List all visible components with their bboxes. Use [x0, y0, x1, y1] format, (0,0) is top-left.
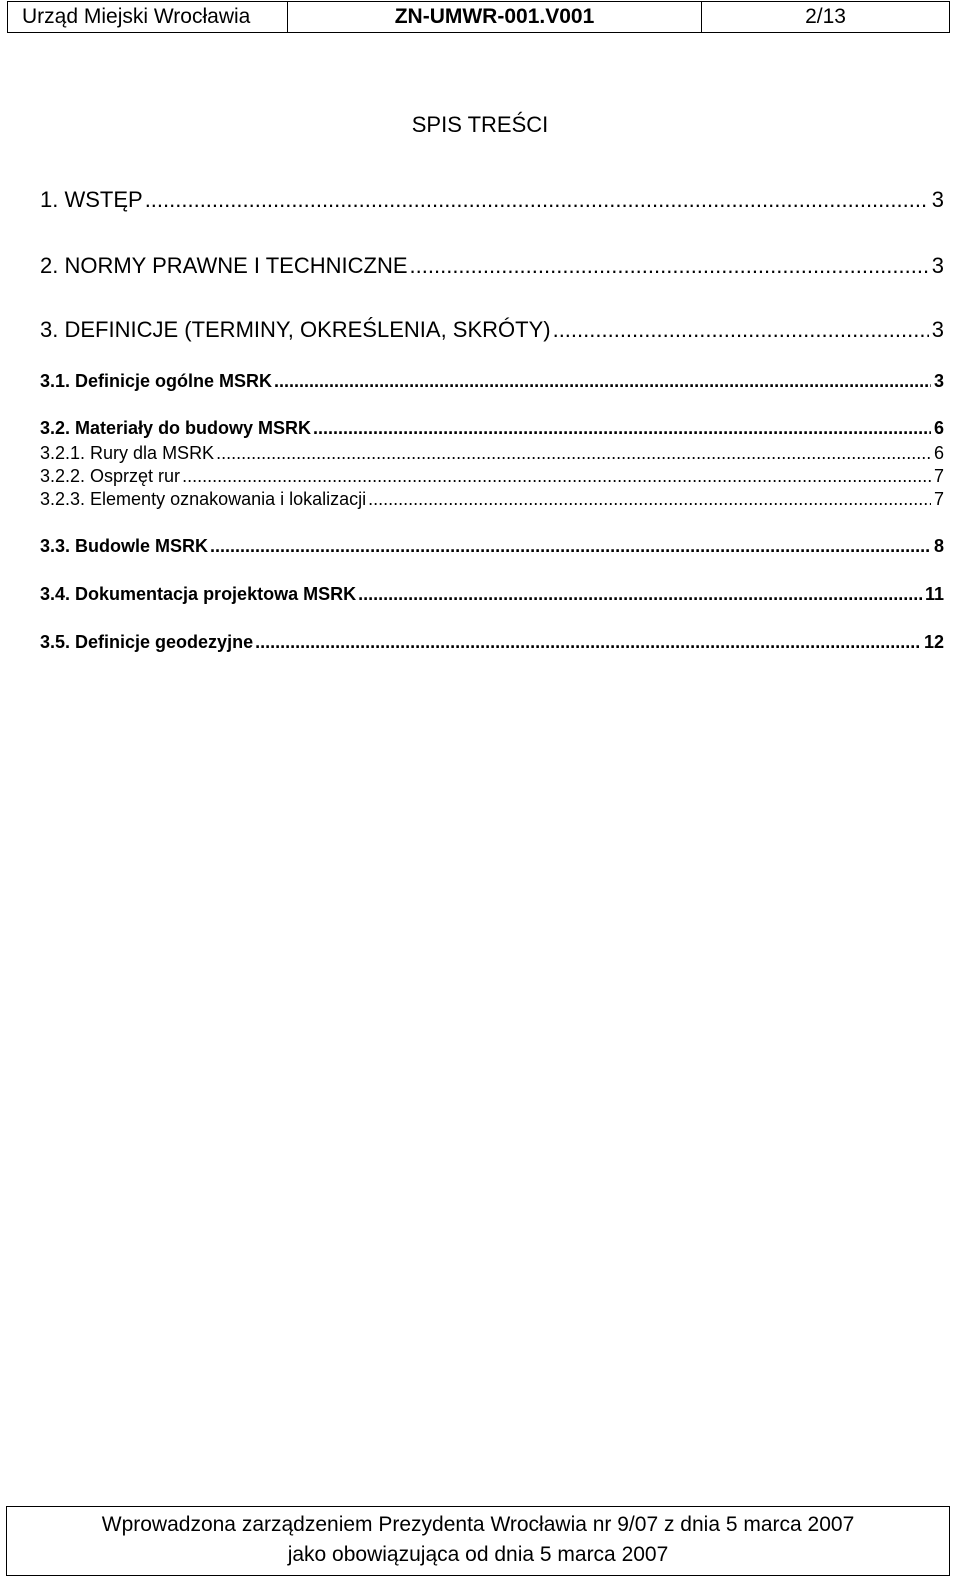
toc-entry[interactable]: [40, 443, 944, 464]
toc-entry-page: 6: [933, 418, 944, 438]
page-header: [7, 1, 950, 33]
toc-leader-dots: [255, 632, 921, 653]
toc-entry-page: 8: [933, 536, 944, 556]
toc-entry-label: 3.2.1. Rury dla MSRK: [40, 443, 215, 463]
toc-leader-dots: [216, 443, 931, 464]
toc-entry-page: 7: [933, 466, 944, 486]
toc-entry-page: 3: [931, 187, 944, 212]
page-footer: [6, 1506, 950, 1576]
toc-leader-dots: [410, 253, 929, 279]
toc-entry-label: 1. WSTĘP: [40, 187, 143, 212]
toc-leader-dots: [182, 466, 931, 487]
header-page-number: 2/13: [805, 5, 846, 28]
toc-entry[interactable]: [40, 466, 944, 487]
toc-entry-label: 3.1. Definicje ogólne MSRK: [40, 371, 273, 391]
toc-entry-label: 3.5. Definicje geodezyjne: [40, 632, 254, 652]
toc-entry-page: 7: [933, 489, 944, 509]
toc-entry[interactable]: [40, 489, 944, 510]
toc-entry[interactable]: [40, 253, 944, 279]
toc-entry[interactable]: [40, 584, 944, 605]
toc-leader-dots: [145, 187, 929, 213]
toc-entry-label: 3.3. Budowle MSRK: [40, 536, 209, 556]
toc-leader-dots: [274, 371, 931, 392]
toc-entry-label: 2. NORMY PRAWNE I TECHNICZNE: [40, 253, 408, 278]
toc-entry-label: 3.2. Materiały do budowy MSRK: [40, 418, 312, 438]
toc-entry-label: 3.4. Dokumentacja projektowa MSRK: [40, 584, 357, 604]
toc-leader-dots: [313, 418, 931, 439]
toc-entry-page: 3: [931, 253, 944, 278]
toc-entry-page: 11: [924, 584, 944, 604]
toc-entry-label: 3.2.3. Elementy oznakowania i lokalizacji: [40, 489, 367, 509]
toc-entry-page: 3: [933, 371, 944, 391]
toc-entry[interactable]: [40, 418, 944, 439]
toc-leader-dots: [553, 317, 929, 343]
toc-entry-page: 6: [933, 443, 944, 463]
toc-entry[interactable]: [40, 632, 944, 653]
toc-entry[interactable]: [40, 187, 944, 213]
toc-entry-page: 12: [923, 632, 944, 652]
toc-entry-page: 3: [931, 317, 944, 342]
toc-entry-label: 3.2.2. Osprzęt rur: [40, 466, 181, 486]
toc-entry[interactable]: [40, 536, 944, 557]
toc-title: SPIS TREŚCI: [411, 112, 549, 137]
toc-leader-dots: [368, 489, 931, 510]
toc-leader-dots: [210, 536, 931, 557]
header-organization: Urząd Miejski Wrocławia: [8, 2, 288, 32]
toc-leader-dots: [358, 584, 922, 605]
header-document-code: ZN-UMWR-001.V001: [288, 2, 702, 32]
toc-entry-label: 3. DEFINICJE (TERMINY, OKREŚLENIA, SKRÓTY): [40, 317, 551, 342]
toc-entry[interactable]: [40, 317, 944, 343]
footer-line-1: Wprowadzona zarządzeniem Prezydenta Wrocławia nr 9/07 z dnia 5 marca 2007: [101, 1513, 855, 1536]
footer-line-2: jako obowiązująca od dnia 5 marca 2007: [287, 1543, 669, 1566]
toc-entry[interactable]: [40, 371, 944, 392]
